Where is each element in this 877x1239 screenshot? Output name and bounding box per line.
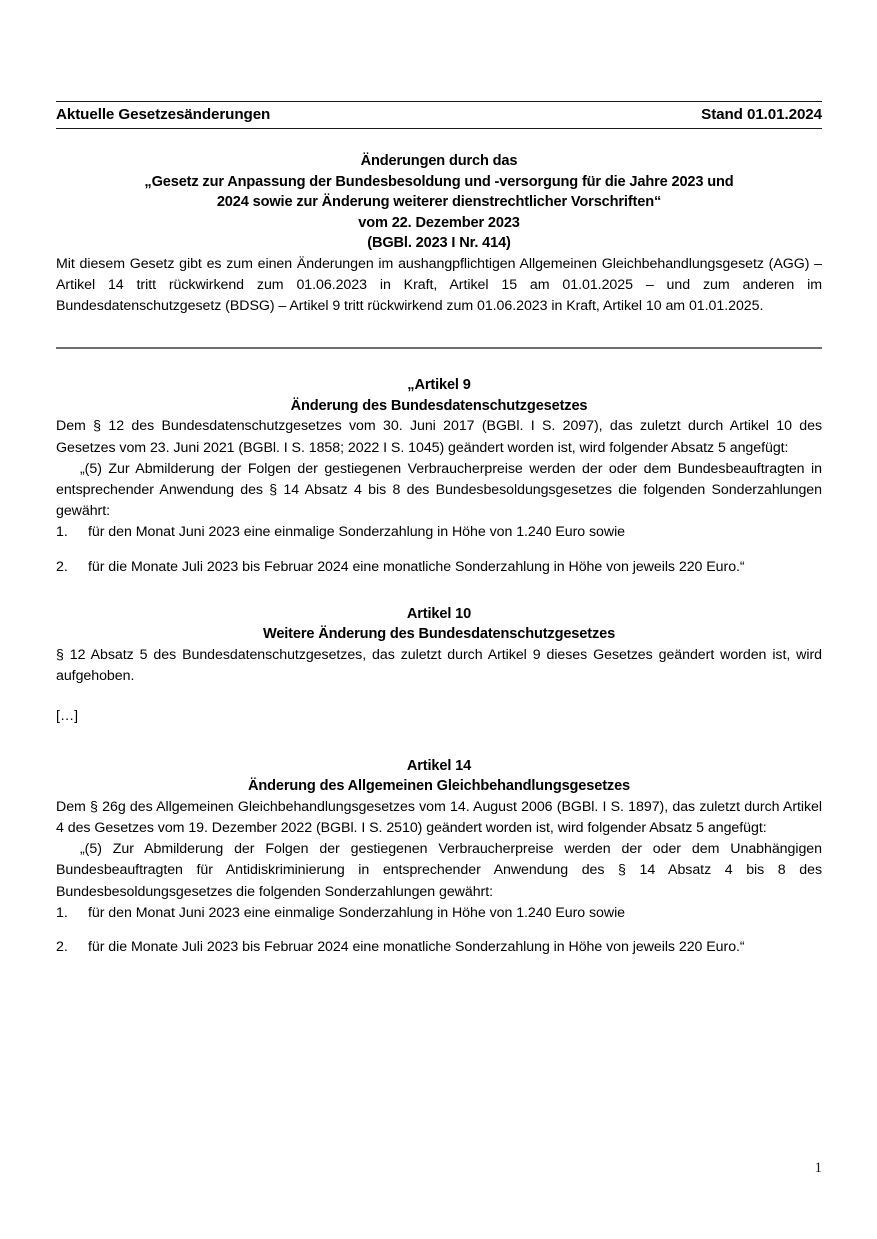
list-item-text: für die Monate Juli 2023 bis Februar 2024 eine monatliche Sonderzahlung in Höhe von jeweils 220 Euro.“ — [88, 558, 745, 575]
section-divider — [56, 347, 822, 349]
title-line-1: Änderungen durch das — [360, 153, 518, 169]
omission-ellipsis: […] — [56, 708, 79, 725]
article-14-intro-paragraph: Dem § 26g des Allgemeinen Gleichbehandlungsgesetzes vom 14. August 2006 (BGBl. I S. 1897), das zuletzt durch Artikel 4 des Gesetzes vom 19. Dezember 2022 (BGBl. I S. 2510) geändert worden ist, wird folgender Absatz 5 angefügt: — [56, 798, 822, 836]
article-14-numbered-list — [56, 903, 822, 958]
header-title: Aktuelle Gesetzesänderungen — [56, 106, 271, 123]
list-item-marker: 1. — [56, 524, 68, 541]
list-item-marker: 2. — [56, 558, 68, 575]
article-14-absatz-5-paragraph: „(5) Zur Abmilderung der Folgen der gestiegenen Verbraucherpreise werden der oder dem Unabhängigen Bundesbeauftragten für Antidiskriminierung in entsprechender Anwendung des § 14 Absatz 4 bis 8 des Bundesbesoldungsgesetzes die folgenden Sonderzahlungen gewährt: — [56, 841, 822, 900]
article-9-heading-line-1: „Artikel 9 — [407, 377, 471, 394]
article-14-heading-line-2: Änderung des Allgemeinen Gleichbehandlungsgesetzes — [247, 778, 630, 795]
list-item-marker: 2. — [56, 938, 68, 955]
article-9-numbered-list — [56, 522, 822, 577]
article-9-heading — [56, 375, 822, 416]
list-item — [56, 557, 822, 578]
article-10-heading-line-2: Weitere Änderung des Bundesdatenschutzgesetzes — [262, 626, 616, 643]
intro-paragraph: Mit diesem Gesetz gibt es zum einen Änderungen im aushangpflichtigen Allgemeinen Gleichbehandlungsgesetz (AGG) – Artikel 14 tritt rückwirkend zum 01.06.2023 in Kraft, Artikel 15 am 01.01.2025 – und zum anderen im Bundesdatenschutzgesetz (BDSG) – Artikel 9 tritt rückwirkend zum 01.06.2023 in Kraft, Artikel 10 am 01.01.2025. — [56, 255, 822, 314]
article-10-heading — [56, 604, 822, 645]
article-9-intro-paragraph: Dem § 12 des Bundesdatenschutzgesetzes vom 30. Juni 2017 (BGBl. I S. 2097), das zuletzt durch Artikel 10 des Gesetzes vom 23. Juni 2021 (BGBl. I S. 1858; 2022 I S. 1045) geändert worden ist, wird folgender Absatz 5 angefügt: — [56, 418, 822, 456]
title-line-4: vom 22. Dezember 2023 — [358, 214, 520, 231]
title-block — [56, 151, 822, 254]
title-line-3: 2024 sowie zur Änderung weiterer dienstrechtlicher Vorschriften“ — [216, 194, 662, 210]
page-content — [56, 0, 822, 958]
list-item-text: für die Monate Juli 2023 bis Februar 2024 eine monatliche Sonderzahlung in Höhe von jeweils 220 Euro.“ — [88, 938, 745, 955]
document-header — [56, 101, 822, 129]
list-item-text: für den Monat Juni 2023 eine einmalige Sonderzahlung in Höhe von 1.240 Euro sowie — [88, 524, 626, 541]
article-9-heading-line-2: Änderung des Bundesdatenschutzgesetzes — [290, 397, 588, 414]
list-item-text: für den Monat Juni 2023 eine einmalige Sonderzahlung in Höhe von 1.240 Euro sowie — [88, 904, 626, 921]
article-14-heading-line-1: Artikel 14 — [406, 757, 472, 774]
article-14-heading — [56, 756, 822, 797]
title-line-2: „Gesetz zur Anpassung der Bundesbesoldung und -versorgung für die Jahre 2023 und — [144, 173, 734, 190]
list-item — [56, 903, 822, 924]
title-line-5-bgbl-reference: (BGBl. 2023 I Nr. 414) — [367, 235, 511, 251]
page-number: 1 — [814, 1160, 822, 1176]
list-item — [56, 937, 822, 958]
article-10-heading-line-1: Artikel 10 — [406, 605, 472, 622]
header-status-date: Stand 01.01.2024 — [701, 106, 822, 123]
list-item-marker: 1. — [56, 904, 68, 921]
article-10-paragraph: § 12 Absatz 5 des Bundesdatenschutzgesetzes, das zuletzt durch Artikel 9 dieses Gesetzes geändert worden ist, wird aufgehoben. — [56, 646, 822, 685]
article-9-absatz-5-paragraph: „(5) Zur Abmilderung der Folgen der gestiegenen Verbraucherpreise werden der oder dem Bundesbeauftragten in entsprechender Anwendung des § 14 Absatz 4 bis 8 des Bundesbesoldungsgesetzes die folgenden Sonderzahlungen gewährt: — [56, 460, 822, 520]
list-item — [56, 522, 822, 543]
